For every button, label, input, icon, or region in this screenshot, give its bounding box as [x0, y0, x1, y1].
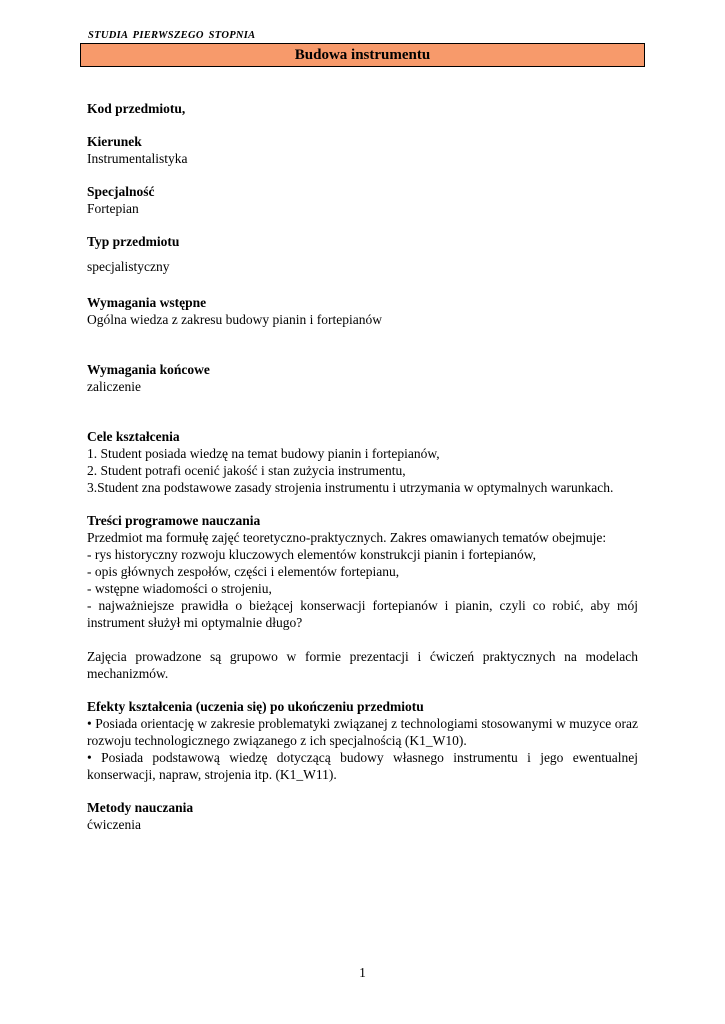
prerequisites-heading: Wymagania wstępne — [87, 295, 207, 310]
section-course-type — [87, 233, 638, 275]
study-level-label: STUDIA PIERWSZEGO STOPNIA — [88, 30, 256, 41]
section-specialization — [87, 183, 638, 217]
teaching-methods-heading: Metody nauczania — [87, 800, 194, 815]
list-item: • Posiada orientację w zakresie problematyki związanej z technologiami stosowanymi w muzyce oraz rozwoju technologicznego związanego z ich specjalnością (K1_W10). — [87, 716, 638, 748]
list-item: 3.Student zna podstawowe zasady strojenia instrumentu i utrzymania w optymalnych warunkach. — [87, 480, 614, 495]
list-item: - wstępne wiadomości o strojeniu, — [87, 581, 272, 596]
course-type-heading: Typ przedmiotu — [87, 234, 180, 249]
list-item: • Posiada podstawową wiedzę dotyczącą budowy własnego instrumentu i jego ewentualnej konserwacji, napraw, strojenia itp. (K1_W11). — [87, 750, 638, 782]
list-item: - opis głównych zespołów, części i elementów fortepianu, — [87, 564, 400, 579]
course-title: Budowa instrumentu — [80, 43, 645, 67]
specialization-heading: Specjalność — [87, 184, 155, 199]
final-requirements-heading: Wymagania końcowe — [87, 362, 210, 377]
prerequisites-value: Ogólna wiedza z zakresu budowy pianin i fortepianów — [87, 312, 383, 327]
final-requirements-value: zaliczenie — [87, 379, 141, 394]
list-item: 2. Student potrafi ocenić jakość i stan zużycia instrumentu, — [87, 463, 406, 478]
field-of-study-heading: Kierunek — [87, 134, 142, 149]
program-content-heading: Treści programowe nauczania — [87, 513, 261, 528]
specialization-value: Fortepian — [87, 201, 139, 216]
page-number: 1 — [359, 965, 366, 980]
list-item: - rys historyczny rozwoju kluczowych elementów konstrukcji pianin i fortepianów, — [87, 547, 537, 562]
list-item: - najważniejsze prawidła o bieżącej konserwacji fortepianów i pianin, czyli co robić, aby mój instrument służył mi optymalnie długo? — [87, 598, 638, 630]
section-course-code — [87, 100, 638, 117]
section-teaching-methods — [87, 799, 638, 833]
section-learning-outcomes — [87, 698, 638, 783]
program-content-intro: Przedmiot ma formułę zajęć teoretyczno-praktycznych. Zakres omawianych tematów obejmuje: — [87, 530, 607, 545]
course-type-value: specjalistyczny — [87, 259, 170, 274]
list-item: 1. Student posiada wiedzę na temat budowy pianin i fortepianów, — [87, 446, 440, 461]
section-prerequisites — [87, 294, 638, 328]
class-format-text: Zajęcia prowadzone są grupowo w formie prezentacji i ćwiczeń praktycznych na modelach mechanizmów. — [87, 649, 638, 681]
field-of-study-value: Instrumentalistyka — [87, 151, 188, 166]
section-class-format — [87, 648, 638, 682]
section-program-content — [87, 512, 638, 631]
section-learning-goals — [87, 428, 638, 496]
learning-goals-heading: Cele kształcenia — [87, 429, 180, 444]
document-content — [87, 100, 638, 833]
teaching-methods-value: ćwiczenia — [87, 817, 141, 832]
section-final-requirements — [87, 361, 638, 395]
section-field-of-study — [87, 133, 638, 167]
learning-outcomes-heading: Efekty kształcenia (uczenia się) po ukończeniu przedmiotu — [87, 699, 424, 714]
course-code-heading: Kod przedmiotu, — [87, 101, 186, 116]
